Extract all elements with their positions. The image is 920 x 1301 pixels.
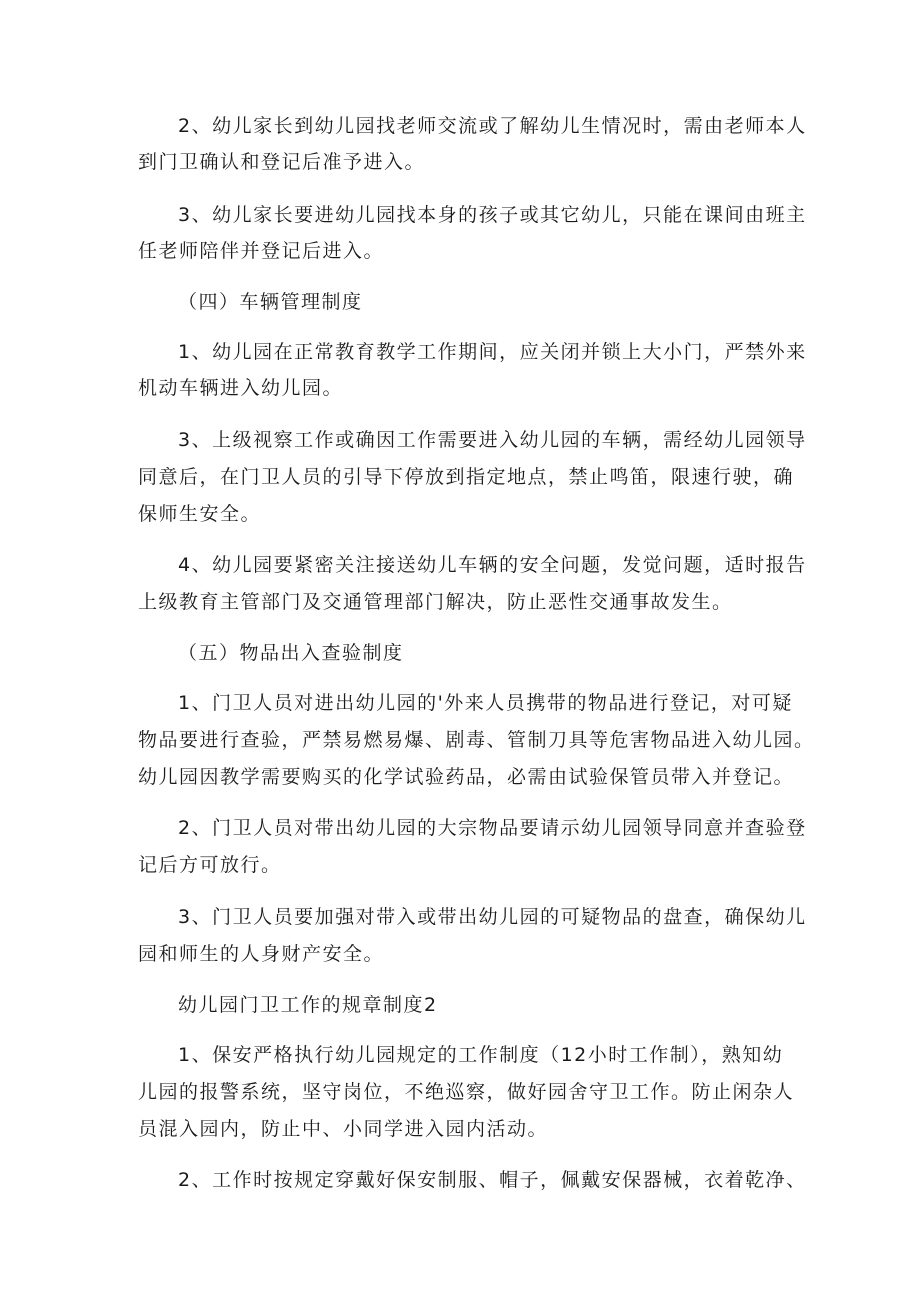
paragraph-line: 4、幼儿园要紧密关注接送幼儿车辆的安全问题，发觉问题，适时报告 — [178, 554, 807, 576]
paragraph-line: 园和师生的人身财产安全。 — [138, 943, 385, 965]
paragraph-line: 记后方可放行。 — [138, 854, 282, 876]
section-heading: 幼儿园门卫工作的规章制度2 — [178, 994, 438, 1016]
paragraph-line: 员混入园内，防止中、小同学进入园内活动。 — [138, 1118, 549, 1140]
paragraph-line: 同意后，在门卫人员的引导下停放到指定地点，禁止鸣笛，限速行驶，确 — [138, 466, 795, 488]
paragraph-line: 幼儿园因教学需要购买的化学试验药品，必需由试验保管员带入并登记。 — [138, 766, 795, 788]
paragraph-line: 儿园的报警系统，坚守岗位，不绝巡察，做好园舍守卫工作。防止闲杂人 — [138, 1081, 795, 1103]
paragraph-line: 1、门卫人员对进出幼儿园的'外来人员携带的物品进行登记，对可疑 — [178, 692, 793, 714]
paragraph-line: 3、幼儿家长要进幼儿园找本身的孩子或其它幼儿，只能在课间由班主 — [178, 204, 807, 226]
paragraph-line: 2、门卫人员对带出幼儿园的大宗物品要请示幼儿园领导同意并查验登 — [178, 817, 807, 839]
paragraph-line: 到门卫确认和登记后准予进入。 — [138, 151, 426, 173]
paragraph-line: 1、幼儿园在正常教育教学工作期间，应关闭并锁上大小门，严禁外来 — [178, 341, 807, 363]
paragraph-line: 2、幼儿家长到幼儿园找老师交流或了解幼儿生情况时，需由老师本人 — [178, 115, 807, 137]
paragraph-line: 2、工作时按规定穿戴好保安制服、帽子，佩戴安保器械，衣着乾净、 — [178, 1169, 807, 1191]
paragraph-line: 3、上级视察工作或确因工作需要进入幼儿园的车辆，需经幼儿园领导 — [178, 429, 807, 451]
paragraph-line: 机动车辆进入幼儿园。 — [138, 377, 344, 399]
section-heading: （五）物品出入查验制度 — [178, 642, 404, 664]
section-heading: （四）车辆管理制度 — [178, 291, 363, 313]
paragraph-line: 保师生安全。 — [138, 503, 262, 525]
paragraph-line: 物品要进行查验，严禁易燃易爆、剧毒、管制刀具等危害物品进入幼儿园。 — [138, 729, 815, 751]
paragraph-line: 1、保安严格执行幼儿园规定的工作制度（12小时工作制），熟知幼 — [178, 1044, 784, 1066]
paragraph-line: 上级教育主管部门及交通管理部门解决，防止恶性交通事故发生。 — [138, 591, 733, 613]
paragraph-line: 任老师陪伴并登记后进入。 — [138, 240, 385, 262]
paragraph-line: 3、门卫人员要加强对带入或带出幼儿园的可疑物品的盘查，确保幼儿 — [178, 906, 807, 928]
